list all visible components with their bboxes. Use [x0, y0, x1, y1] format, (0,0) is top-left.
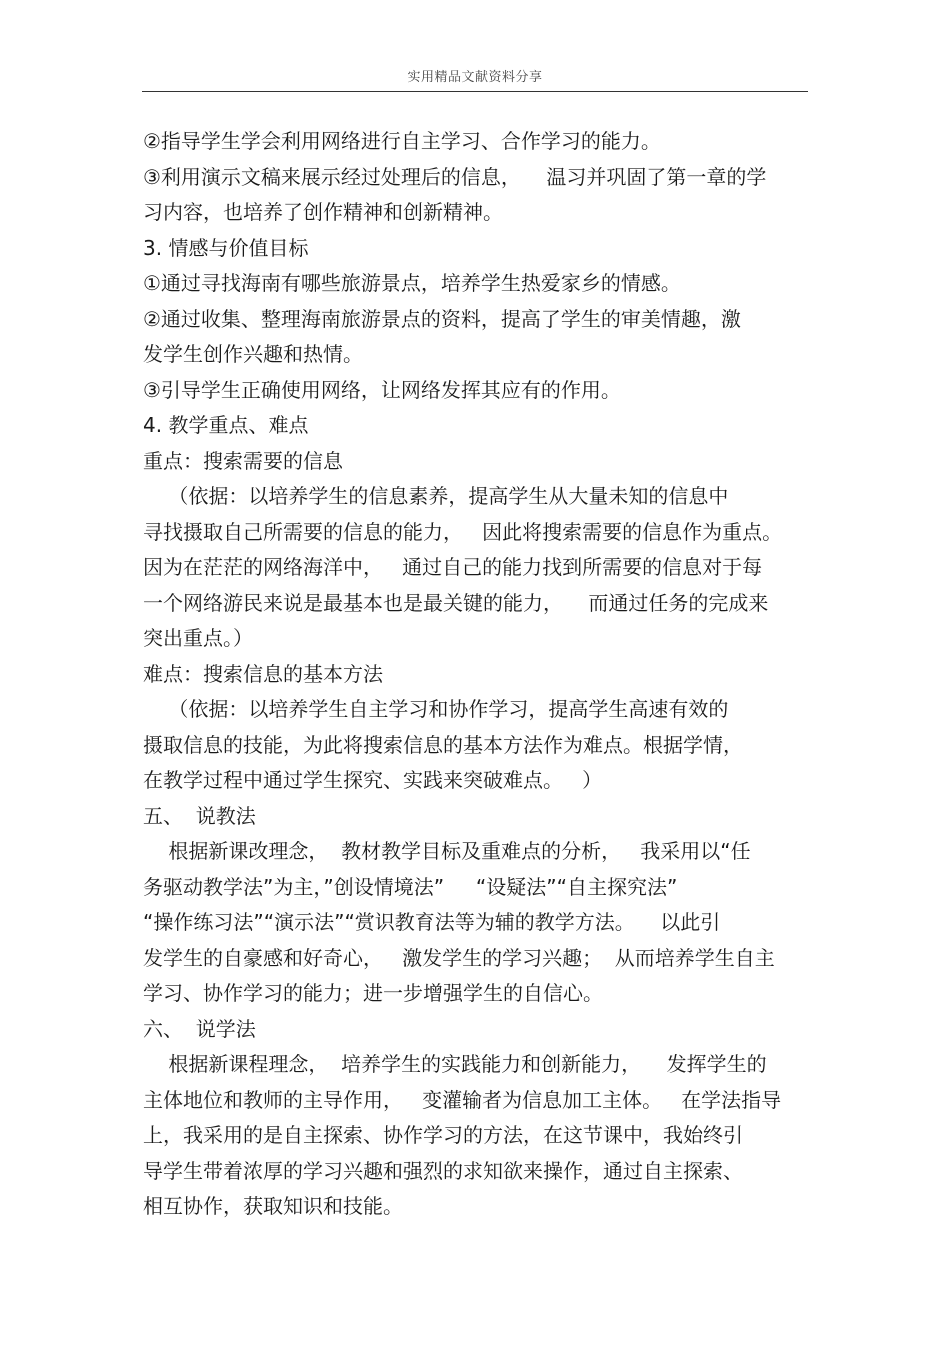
text-line: （依据：以培养学生自主学习和协作学习，提高学生高速有效的	[143, 697, 729, 721]
text-line: 根据新课程理念， 培养学生的实践能力和创新能力， 发挥学生的	[143, 1052, 767, 1076]
text-line: （依据：以培养学生的信息素养，提高学生从大量未知的信息中	[143, 484, 729, 508]
text-line: 学习、协作学习的能力；进一步增强学生的自信心。	[143, 981, 603, 1005]
text-line: 发学生的自豪感和好奇心， 激发学生的学习兴趣； 从而培养学生自主	[143, 945, 775, 970]
text-line: 上，我采用的是自主探索、协作学习的方法，在这节课中，我始终引	[143, 1123, 743, 1147]
page-header: 实用精品文献资料分享	[407, 70, 543, 85]
text-line: ③利用演示文稿来展示经过处理后的信息， 温习并巩固了第一章的学	[143, 164, 767, 189]
text-line: 难点：搜索信息的基本方法	[143, 661, 383, 686]
text-line: 发学生创作兴趣和热情。	[143, 342, 363, 366]
document-body	[143, 124, 811, 1225]
text-line: 摄取信息的技能，为此将搜索信息的基本方法作为难点。根据学情，	[143, 732, 743, 757]
section-heading: 五、 说教法	[143, 803, 256, 828]
text-line: ①通过寻找海南有哪些旅游景点，培养学生热爱家乡的情感。	[143, 271, 681, 295]
text-line: 务驱动教学法”为主，”创设情境法” “设疑法”“自主探究法”	[143, 874, 678, 899]
text-line: ③引导学生正确使用网络，让网络发挥其应有的作用。	[143, 377, 621, 402]
text-line: 一个网络游民来说是最基本也是最关键的能力， 而通过任务的完成来	[143, 590, 769, 615]
text-line: 突出重点。）	[143, 626, 253, 650]
text-line: ②通过收集、整理海南旅游景点的资料，提高了学生的审美情趣，激	[143, 306, 741, 331]
text-line: ②指导学生学会利用网络进行自主学习、合作学习的能力。	[143, 129, 661, 153]
section-heading: 3. 情感与价值目标	[143, 235, 309, 260]
text-line: 导学生带着浓厚的学习兴趣和强烈的求知欲来操作，通过自主探索、	[143, 1158, 743, 1183]
text-line: 在教学过程中通过学生探究、实践来突破难点。 ）	[143, 768, 603, 792]
section-heading: 六、 说学法	[143, 1016, 256, 1041]
text-line: 相互协作，获取知识和技能。	[143, 1194, 403, 1218]
text-line: 根据新课改理念， 教材教学目标及重难点的分析， 我采用以“任	[143, 839, 751, 863]
text-line: 主体地位和教师的主导作用， 变灌输者为信息加工主体。 在学法指导	[143, 1087, 782, 1112]
text-line: 习内容，也培养了创作精神和创新精神。	[143, 200, 503, 224]
text-line: “操作练习法”“演示法”“赏识教育法等为辅的教学方法。 以此引	[143, 910, 721, 934]
text-line: 因为在茫茫的网络海洋中， 通过自己的能力找到所需要的信息对于每	[143, 555, 763, 579]
section-heading: 4. 教学重点、难点	[143, 413, 309, 437]
header-divider	[142, 91, 808, 92]
text-line: 重点：搜索需要的信息	[143, 448, 343, 473]
text-line: 寻找摄取自己所需要的信息的能力， 因此将搜索需要的信息作为重点。	[143, 519, 783, 544]
